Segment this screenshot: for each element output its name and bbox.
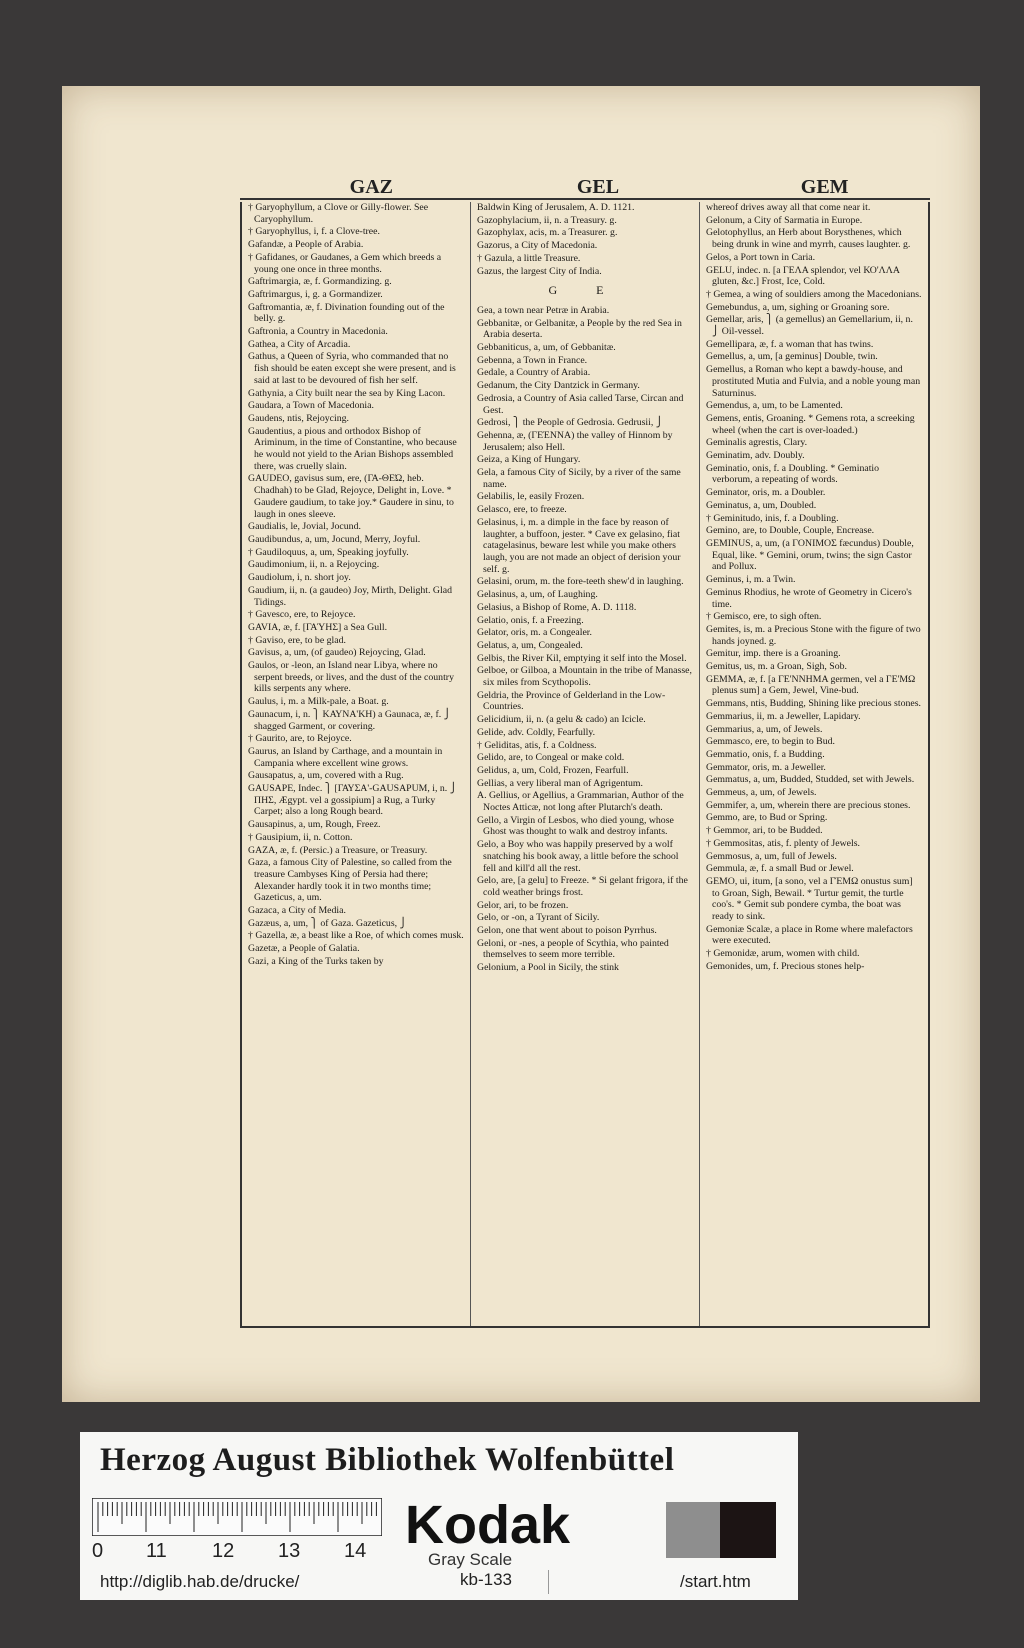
- dictionary-entry: Gebenna, a Town in France.: [477, 354, 588, 366]
- header-rule: [240, 198, 930, 200]
- dictionary-entry: Gedrosi, ⎫ the People of Gedrosia. Gedrusii, ⎭: [477, 417, 664, 429]
- dictionary-entry: Gaudens, ntis, Rejoycing.: [248, 412, 349, 424]
- ruler-numbers: [92, 1540, 382, 1564]
- dictionary-entry: Geiza, a King of Hungary.: [477, 454, 581, 466]
- dictionary-entry: Gaftrimargus, i, g. a Gormandizer.: [248, 288, 383, 300]
- dictionary-entry: † Gemisco, ere, to sigh often.: [706, 611, 822, 623]
- dictionary-entry: Gaftromantia, æ, f. Divination founding out of the belly. g.: [248, 301, 445, 325]
- dictionary-entry: GAVIA, æ, f. [ΓΑΎΗΣ] a Sea Gull.: [248, 621, 388, 633]
- dictionary-entry: Gelonium, a Pool in Sicily, the stink: [477, 962, 619, 974]
- dictionary-entry: Gelasius, a Bishop of Rome, A. D. 1118.: [477, 601, 637, 613]
- dictionary-entry: Gedanum, the City Dantzick in Germany.: [477, 380, 640, 392]
- source-url: http://diglib.hab.de/drucke/: [100, 1572, 300, 1591]
- footer-rule: [240, 1326, 930, 1328]
- section-heading: G E: [548, 283, 622, 298]
- running-headers: [258, 176, 938, 198]
- dictionary-entry: Gedrosia, a Country of Asia called Tarse, Circan and Gest.: [477, 392, 684, 416]
- dictionary-entry: † Gemea, a wing of souldiers among the Macedonians.: [706, 288, 922, 300]
- shelf-code: kb-133: [460, 1570, 549, 1594]
- dictionary-entry: Gathea, a City of Arcadia.: [248, 338, 351, 350]
- ruler-number: 14: [344, 1540, 367, 1562]
- dictionary-entry: Gavisus, a, um, (of gaudeo) Rejoycing, Glad.: [248, 647, 426, 659]
- dictionary-entry: Gemellus, a, um, [a geminus] Double, twin.: [706, 351, 878, 363]
- dictionary-entry: Gathynia, a City built near the sea by King Lacon.: [248, 387, 446, 399]
- dictionary-entry: Gazaca, a City of Media.: [248, 905, 346, 917]
- dictionary-entry: GAZA, æ, f. (Persic.) a Treasure, or Treasury.: [248, 844, 428, 856]
- column-right: [699, 202, 930, 1326]
- dictionary-entry: Gelidus, a, um, Cold, Frozen, Fearfull.: [477, 764, 629, 776]
- dictionary-entry: † Gaudiloquus, a, um, Speaking joyfully.: [248, 546, 409, 558]
- dictionary-entry: Gebbanitæ, or Gelbanitæ, a People by the red Sea in Arabia deserta.: [477, 317, 682, 341]
- dictionary-entry: GAUSAPE, Indec. ⎫ [ΓΑΥΣΑ'-GAUSAPUM, i, n. ⎭ ΠΗΣ, Ægypt. vel a gossipium] a Rug, a Turky Carpet; also a long Rough beard.: [248, 783, 458, 818]
- dictionary-entry: Gelide, adv. Coldly, Fearfully.: [477, 726, 596, 738]
- dictionary-entry: Gedale, a Country of Arabia.: [477, 367, 591, 379]
- header-middle: GEL: [576, 176, 620, 198]
- dictionary-entry: Geloni, or -nes, a people of Scythia, who painted themselves to seem more terrible.: [477, 937, 669, 961]
- dictionary-entry: Gelabilis, le, easily Frozen.: [477, 491, 585, 503]
- dictionary-entry: Gelbis, the River Kil, emptying it self into the Mosel.: [477, 652, 687, 664]
- dictionary-entry: Gemmator, oris, m. a Jeweller.: [706, 761, 826, 773]
- dictionary-entry: GEMINUS, a, um, (a ΓΟΝΙΜΟΣ fæcundus) Double, Equal, like. * Gemini, orum, twins; the sign Castor and Pollux.: [706, 537, 914, 573]
- dictionary-entry: Gemmatio, onis, f. a Budding.: [706, 748, 825, 760]
- dictionary-entry: Gemellus, a Roman who kept a bawdy-house, and prostituted Mutia and Fulvia, and a noble young man Saturninus.: [706, 364, 921, 399]
- dictionary-entry: Gemebundus, a, um, sighing or Groaning sore.: [706, 301, 890, 313]
- dictionary-entry: Gemmarius, ii, m. a Jeweller, Lapidary.: [706, 710, 861, 722]
- dictionary-entry: Geminator, oris, m. a Doubler.: [706, 487, 826, 499]
- dictionary-entry: Gazophylacium, ii, n. a Treasury. g.: [477, 214, 617, 226]
- dictionary-entry: Gemitur, imp. there is a Groaning.: [706, 648, 841, 660]
- dictionary-entry: † Gaviso, ere, to be glad.: [248, 634, 346, 646]
- ruler-number: 11: [146, 1540, 167, 1562]
- dictionary-entry: Gelator, oris, m. a Congealer.: [477, 627, 592, 639]
- dictionary-entry: † Gafidanes, or Gaudanes, a Gem which breeds a young one once in three months.: [248, 251, 442, 275]
- dictionary-entry: † Geliditas, atis, f. a Coldness.: [477, 739, 597, 751]
- dictionary-entry: Gelatio, onis, f. a Freezing.: [477, 614, 584, 626]
- dictionary-entry: Gazophylax, acis, m. a Treasurer. g.: [477, 227, 618, 239]
- library-name: Herzog August Bibliothek Wolfenbüttel: [100, 1442, 675, 1478]
- ruler-number: 12: [212, 1540, 235, 1562]
- dictionary-entry: Gaulos, or -leon, an Island near Libya, where no serpent breeds, or lives, and the dust of the country kills serpents any where.: [248, 660, 454, 695]
- dictionary-entry: GELU, indec. n. [a ΓΕΛΑ splendor, vel ΚΟ'ΛΛΑ gluten, &c.] Frost, Ice, Cold.: [706, 264, 900, 288]
- dictionary-entry: Gemmosus, a, um, full of Jewels.: [706, 850, 837, 862]
- dictionary-entry: GEMMA, æ, f. [a ΓΕ'ΝΝΗΜΑ germen, vel a ΓΕ'ΜΩ plenus sum] a Gem, Jewel, Vine-bud.: [706, 673, 916, 697]
- dictionary-entry: Gea, a town near Petræ in Arabia.: [477, 304, 610, 316]
- dictionary-entry: Gemellipara, æ, f. a woman that has twins.: [706, 338, 874, 350]
- dictionary-entry: Gaftronia, a Country in Macedonia.: [248, 326, 388, 338]
- dictionary-entry: Gemmeus, a, um, of Jewels.: [706, 787, 817, 799]
- dictionary-entry: Geminalis agrestis, Clary.: [706, 437, 808, 449]
- dictionary-entry: Gausapinus, a, um, Rough, Freez.: [248, 819, 381, 831]
- dictionary-entry: Gemens, entis, Groaning. * Gemens rota, a screeking wheel (when the cart is over-loaded.): [706, 412, 915, 436]
- dictionary-entry: Gazi, a King of the Turks taken by: [248, 955, 384, 967]
- dictionary-entry: Gemellar, aris, ⎫ (a gemellus) an Gemellarium, ii, n. ⎭ Oil-vessel.: [706, 314, 913, 338]
- dictionary-columns: [240, 202, 930, 1326]
- dictionary-entry: Gemino, are, to Double, Couple, Encrease.: [706, 525, 875, 537]
- dictionary-entry: Gazus, the largest City of India.: [477, 265, 602, 277]
- header-left: GAZ: [349, 176, 393, 198]
- dictionary-entry: Gaudium, ii, n. (a gaudeo) Joy, Mirth, Delight. Glad Tidings.: [248, 584, 452, 608]
- dictionary-entry: Gaudialis, le, Jovial, Jocund.: [248, 521, 361, 533]
- dictionary-entry: Geminatim, adv. Doubly.: [706, 450, 805, 462]
- dictionary-entry: Gelon, one that went about to poison Pyrrhus.: [477, 925, 657, 937]
- ruler-number: 13: [278, 1540, 301, 1562]
- dictionary-entry: whereof drives away all that come near it.: [706, 202, 871, 213]
- dictionary-entry: Gemmifer, a, um, wherein there are precious stones.: [706, 799, 911, 811]
- ruler-number: 0: [92, 1540, 104, 1562]
- scan-target-card: [80, 1432, 798, 1600]
- dictionary-entry: Gaudara, a Town of Macedonia.: [248, 400, 374, 412]
- dictionary-entry: Gemites, is, m. a Precious Stone with the figure of two hands joyned. g.: [706, 623, 921, 647]
- dictionary-entry: † Gazella, æ, a beast like a Roe, of which comes musk.: [248, 930, 464, 942]
- dictionary-entry: Gazorus, a City of Macedonia.: [477, 240, 598, 252]
- dictionary-entry: † Gemmositas, atis, f. plenty of Jewels.: [706, 837, 861, 849]
- dictionary-entry: Gelatus, a, um, Congealed.: [477, 639, 583, 651]
- dictionary-entry: † Gavesco, ere, to Rejoyce.: [248, 609, 356, 621]
- dictionary-entry: Gelasinus, a, um, of Laughing.: [477, 589, 598, 601]
- dictionary-entry: † Gemonidæ, arum, women with child.: [706, 948, 860, 960]
- dictionary-entry: Gemonides, um, f. Precious stones help-: [706, 960, 865, 972]
- dictionary-entry: † Gemmor, ari, to be Budded.: [706, 825, 823, 837]
- dictionary-entry: Gathus, a Queen of Syria, who commanded that no fish should be eaten except she were present, and is said at last to be devoured of fish her self.: [248, 351, 456, 386]
- dictionary-entry: Geldria, the Province of Gelderland in the Low-Countries.: [477, 689, 666, 713]
- column-left: [240, 202, 470, 1326]
- black-swatch: [720, 1502, 776, 1558]
- dictionary-entry: Gelido, are, to Congeal or make cold.: [477, 752, 625, 764]
- dictionary-entry: Gemmasco, ere, to begin to Bud.: [706, 736, 835, 748]
- dictionary-entry: Gelo, are, [a gelu] to Freeze. * Si gelant frigora, if the cold weather brings frost.: [477, 875, 688, 898]
- dictionary-entry: Gaunacum, i, n. ⎫ ΚΑΥΝΑ'ΚΗ) a Gaunaca, æ, f. ⎭ shagged Garment, or covering.: [248, 708, 451, 732]
- dictionary-entry: Geminus Rhodius, he wrote of Geometry in Cicero's time.: [706, 586, 912, 610]
- dictionary-entry: A. Gellius, or Agellius, a Grammarian, Author of the Noctes Atticæ, not long after Plutarch's death.: [477, 790, 684, 814]
- dictionary-entry: Gemendus, a, um, to be Lamented.: [706, 400, 843, 412]
- dictionary-entry: Geminatus, a, um, Doubled.: [706, 499, 817, 511]
- dictionary-entry: Gelicidium, ii, n. (a gelu & cado) an Icicle.: [477, 714, 646, 726]
- ruler-icon: [92, 1498, 382, 1536]
- dictionary-entry: Gazetæ, a People of Galatia.: [248, 943, 360, 955]
- column-middle: [470, 202, 699, 1326]
- dictionary-entry: Gemmarius, a, um, of Jewels.: [706, 723, 823, 735]
- dictionary-entry: † Garyophyllus, i, f. a Clove-tree.: [248, 226, 380, 238]
- dictionary-entry: Gaudimonium, ii, n. a Rejoycing.: [248, 559, 380, 571]
- dictionary-entry: Gemmans, ntis, Budding, Shining like precious stones.: [706, 698, 921, 710]
- dictionary-entry: Gehenna, æ, (ΓΕΈΝΝΑ) the valley of Hinnom by Jerusalem; also Hell.: [477, 429, 673, 453]
- gray-swatch: [666, 1502, 720, 1558]
- dictionary-entry: Gaudibundus, a, um, Jocund, Merry, Joyful.: [248, 533, 421, 545]
- dictionary-entry: GAUDEO, gavisus sum, ere, (ΓΑ-ΘΕΏ, heb. Chadhah) to be Glad, Rejoyce, Delight in, Love. * Gaudere gaudium, to take joy.* Gaudere in sinu, to laugh in ones sleeve.: [248, 473, 454, 520]
- url-suffix: /start.htm: [680, 1572, 751, 1591]
- dictionary-entry: Gemitus, us, m. a Groan, Sigh, Sob.: [706, 661, 847, 673]
- dictionary-entry: † Gazula, a little Treasure.: [477, 252, 581, 264]
- dictionary-entry: Geminus, i, m. a Twin.: [706, 574, 796, 586]
- dictionary-entry: † Garyophyllum, a Clove or Gilly-flower. See Caryophyllum.: [248, 202, 429, 225]
- dictionary-entry: Gelos, a Port town in Caria.: [706, 251, 816, 263]
- dictionary-entry: Gaudentius, a pious and orthodox Bishop of Ariminum, in the time of Constantine, who because he would not yield to the Arian Bishops assembled there, was cruelly slain.: [248, 425, 457, 472]
- dictionary-entry: Gaftrimargia, æ, f. Gormandizing. g.: [248, 276, 392, 288]
- dictionary-entry: Gafandæ, a People of Arabia.: [248, 239, 364, 251]
- dictionary-entry: Gemmula, æ, f. a small Bud or Jewel.: [706, 863, 854, 875]
- dictionary-entry: Gazæus, a, um, ⎫ of Gaza. Gazeticus, ⎭: [248, 917, 407, 929]
- dictionary-entry: Gelonum, a City of Sarmatia in Europe.: [706, 214, 863, 226]
- dictionary-entry: † Gaurito, are, to Rejoyce.: [248, 733, 352, 745]
- dictionary-entry: Geminatio, onis, f. a Doubling. * Geminatio verborum, a repeating of words.: [706, 462, 880, 486]
- dictionary-entry: Gelo, or -on, a Tyrant of Sicily.: [477, 912, 600, 924]
- dictionary-entry: Gemmatus, a, um, Budded, Studded, set with Jewels.: [706, 774, 915, 786]
- dictionary-entry: GEMO, ui, itum, [a sono, vel a ΓΈΜΩ onustus sum] to Groan, Sigh, Bewail. * Turtur gemit, the turtle coo's. * Gemit sub pondere cymba, the boat was ready to sink.: [706, 875, 913, 923]
- dictionary-entry: Gelasinus, i, m. a dimple in the face by reason of laughter, a buffoon, jester. * Cave ex gelasino, fiat catagelasinus, beware lest while you make others laugh, you are not made an object of derision your self. g.: [477, 516, 681, 575]
- dictionary-entry: Gela, a famous City of Sicily, by a river of the same name.: [477, 467, 681, 490]
- dictionary-entry: Gemoniæ Scalæ, a place in Rome where malefactors were executed.: [706, 923, 913, 947]
- dictionary-entry: Gebbaniticus, a, um, of Gebbanitæ.: [477, 342, 616, 354]
- dictionary-entry: Gaudiolum, i, n. short joy.: [248, 572, 351, 584]
- dictionary-entry: Gellias, a very liberal man of Agrigentum.: [477, 777, 643, 789]
- dictionary-entry: Gausapatus, a, um, covered with a Rug.: [248, 770, 404, 782]
- dictionary-entry: Gelotophyllus, an Herb about Borysthenes, which being drunk in wine and myrrh, causes laughter. g.: [706, 227, 911, 251]
- dictionary-entry: Baldwin King of Jerusalem, A. D. 1121.: [477, 202, 635, 213]
- kodak-logo: Kodak: [405, 1495, 571, 1555]
- dictionary-entry: Gelboe, or Gilboa, a Mountain in the tribe of Manasse, six miles from Scythopolis.: [477, 665, 692, 689]
- dictionary-entry: † Gausipium, ii, n. Cotton.: [248, 831, 353, 843]
- gray-scale-label: Gray Scale: [428, 1550, 513, 1569]
- dictionary-entry: Gaurus, an Island by Carthage, and a mountain in Campania where excellent wine grows.: [248, 745, 443, 769]
- dictionary-entry: Gelasini, orum, m. the fore-teeth shew'd in laughing.: [477, 576, 684, 588]
- header-right: GEM: [800, 176, 849, 198]
- dictionary-entry: Gaza, a famous City of Palestine, so called from the treasure Cambyses King of Persia had there; Alexander hardly took it in two months time; Gazeticus, a, um.: [248, 857, 452, 904]
- dictionary-entry: Gaulus, i, m. a Milk-pale, a Boat. g.: [248, 696, 389, 708]
- dictionary-entry: Gello, a Virgin of Lesbos, who died young, whose Ghost was thought to walk and destroy infants.: [477, 814, 674, 838]
- dictionary-entry: Gelasco, ere, to freeze.: [477, 504, 567, 516]
- dictionary-entry: Gemmo, are, to Bud or Spring.: [706, 812, 828, 824]
- dictionary-entry: Gelo, a Boy who was happily preserved by a wolf snatching his book away, a little before the school fell and kill'd all the rest.: [477, 839, 679, 874]
- dictionary-entry: † Geminitudo, inis, f. a Doubling.: [706, 512, 839, 524]
- dictionary-entry: Gelor, ari, to be frozen.: [477, 899, 569, 911]
